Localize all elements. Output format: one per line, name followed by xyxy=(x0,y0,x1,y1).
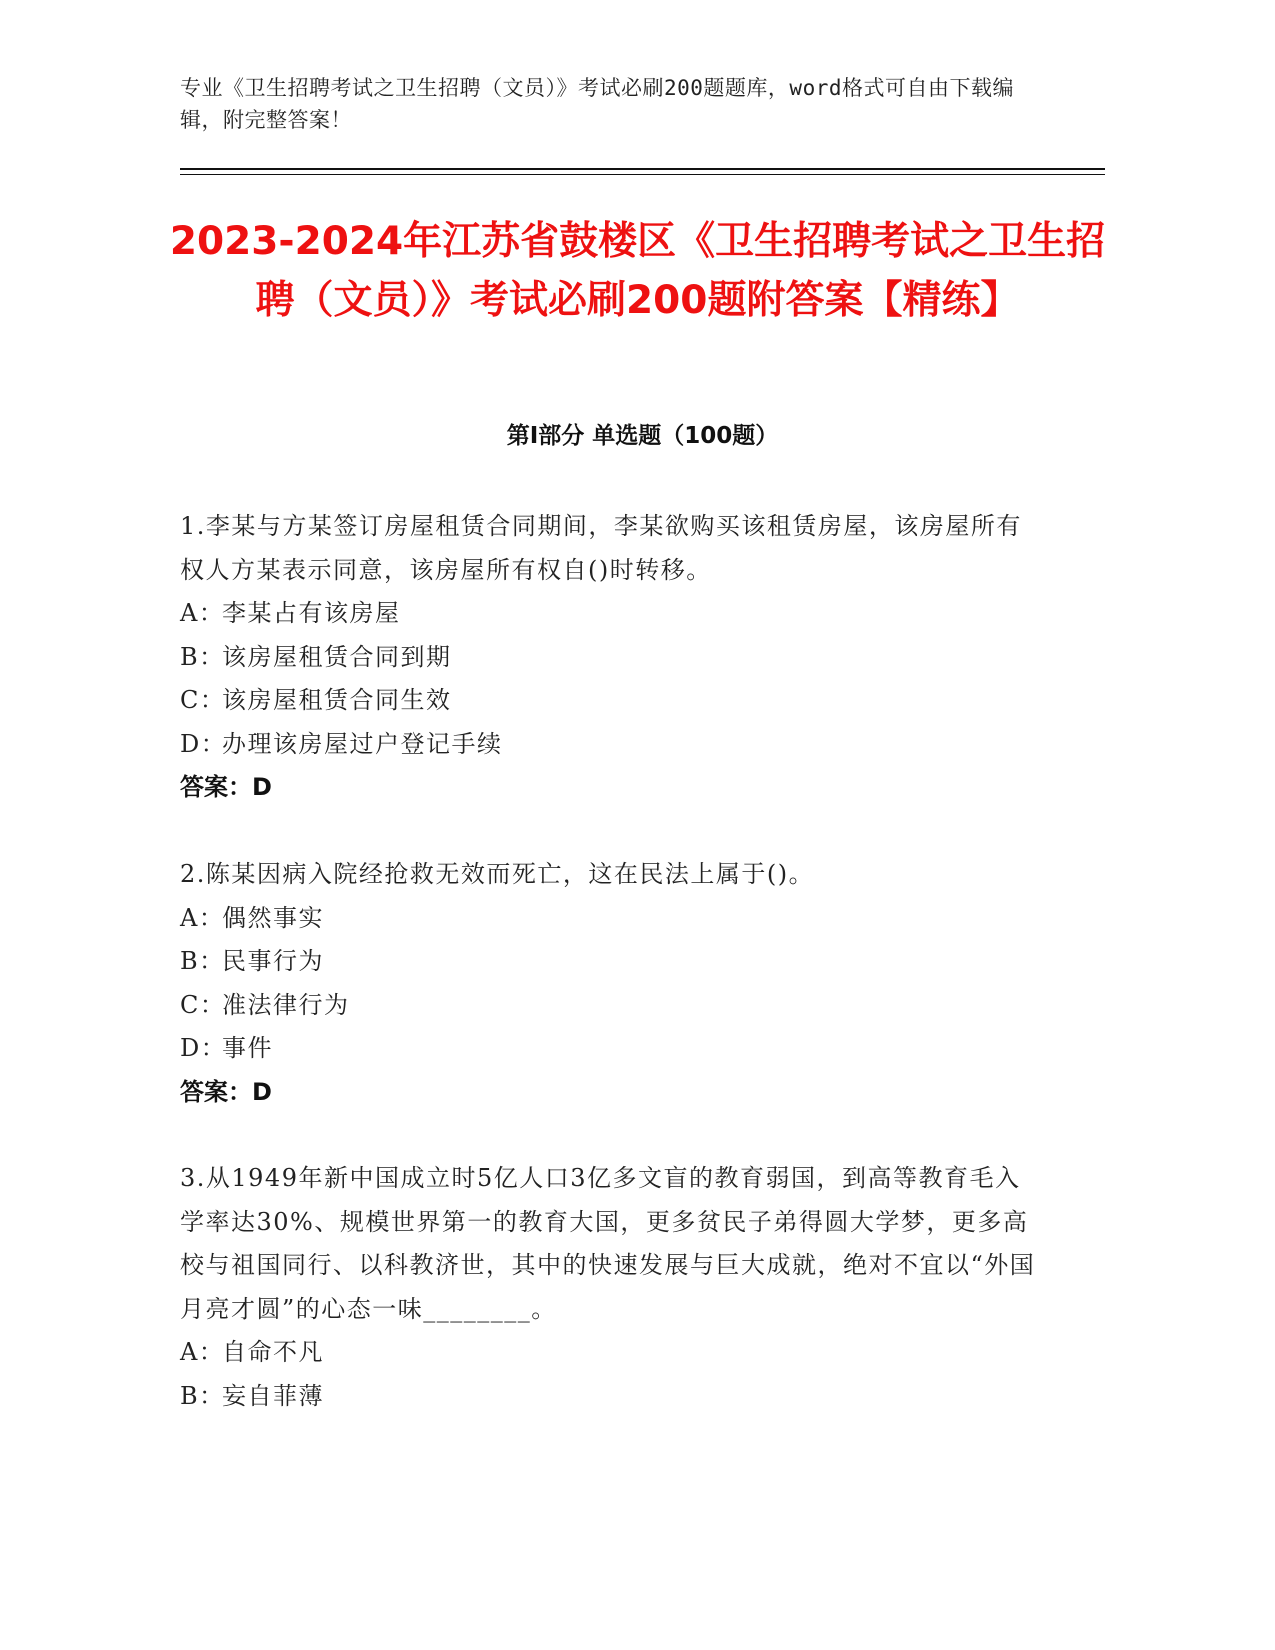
option-c xyxy=(180,984,1040,1028)
option-key: D： xyxy=(180,729,227,758)
question-2 xyxy=(180,853,1040,1114)
answer-line: 答案：D xyxy=(180,1077,272,1106)
option-text: 该房屋租赁合同到期 xyxy=(222,642,452,671)
question-3 xyxy=(180,1157,1040,1418)
option-text: 自命不凡 xyxy=(222,1338,324,1366)
option-b xyxy=(180,940,1040,984)
option-d xyxy=(180,723,1040,767)
option-text: 事件 xyxy=(222,1034,273,1062)
option-a xyxy=(180,897,1040,941)
option-key: A： xyxy=(180,599,225,627)
question-stem: 3.从1949年新中国成立时5亿人口3亿多文盲的教育弱国，到高等教育毛入学率达30%、规模世界第一的教育大国，更多贫民子弟得圆大学梦，更多高校与祖国同行、以科教济世，其中的快速发展与巨大成就，绝对不宜以“外国月亮才圆”的心态一味________。 xyxy=(180,1164,1036,1323)
question-stem: 2.陈某因病入院经抢救无效而死亡，这在民法上属于()。 xyxy=(180,860,815,888)
option-a xyxy=(180,592,1040,636)
option-key: B： xyxy=(180,947,225,975)
option-text: 准法律行为 xyxy=(222,990,350,1019)
header-note: 专业《卫生招聘考试之卫生招聘（文员）》考试必刷200题题库，word格式可自由下载编辑，附完整答案！ xyxy=(180,76,1014,132)
option-b xyxy=(180,1375,1040,1419)
option-text: 民事行为 xyxy=(222,947,324,975)
option-key: C： xyxy=(180,686,226,714)
option-c xyxy=(180,679,1040,723)
header-divider-thin xyxy=(180,174,1105,175)
option-text: 偶然事实 xyxy=(222,903,324,932)
option-text: 办理该房屋过户登记手续 xyxy=(222,729,503,758)
option-key: B： xyxy=(180,642,225,671)
option-text: 李某占有该房屋 xyxy=(222,599,401,627)
option-key: C： xyxy=(180,990,226,1019)
question-1 xyxy=(180,505,1040,810)
option-text: 妄自菲薄 xyxy=(222,1381,324,1410)
option-key: B： xyxy=(180,1381,225,1410)
option-b xyxy=(180,636,1040,680)
option-a xyxy=(180,1331,1040,1375)
option-key: A： xyxy=(180,1338,225,1366)
option-d xyxy=(180,1027,1040,1071)
option-text: 该房屋租赁合同生效 xyxy=(222,686,452,714)
option-key: D： xyxy=(180,1034,227,1062)
header-divider-thick xyxy=(180,168,1105,170)
document-title: 2023-2024年江苏省鼓楼区《卫生招聘考试之卫生招聘（文员）》考试必刷200题附答案【精练】 xyxy=(169,219,1106,323)
answer-line: 答案：D xyxy=(180,773,272,801)
question-stem: 1.李某与方某签订房屋租赁合同期间，李某欲购买该租赁房屋，该房屋所有权人方某表示同意，该房屋所有权自()时转移。 xyxy=(180,512,1022,584)
option-key: A： xyxy=(180,903,225,932)
section-heading: 第Ⅰ部分 单选题（100题） xyxy=(506,423,779,449)
